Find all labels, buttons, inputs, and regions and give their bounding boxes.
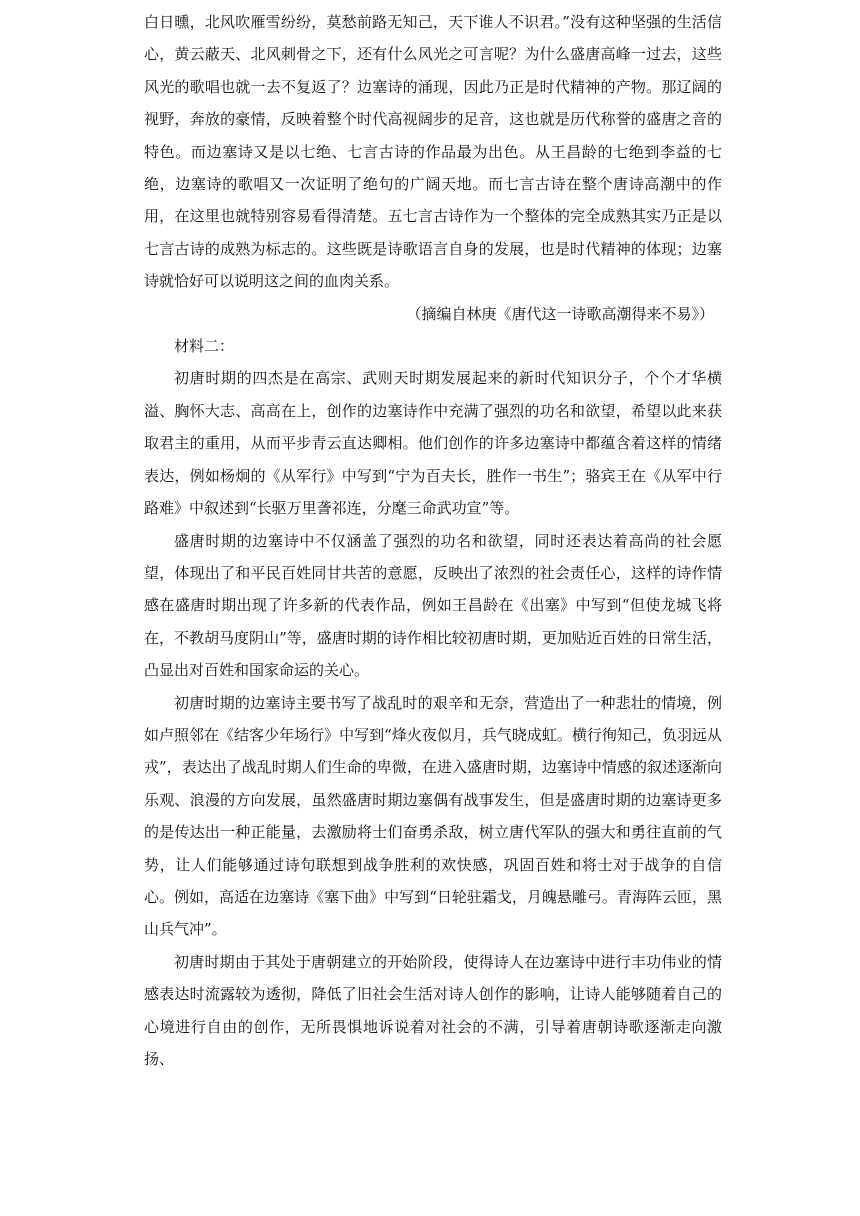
paragraph-early-tang-four-masters: 初唐时期的四杰是在高宗、武则天时期发展起来的新时代知识分子，个个才华横溢、胸怀大志、高高在上，创作的边塞诗作中充满了强烈的功名和欲望，希望以此来获取君主的重用，从而平步青云直达卿相。他们创作的许多边塞诗中都蕴含着这样的情绪表达，例如杨炯的《从军行》中写到“宁为百夫长，胜作一书生”；骆宾王在《从军中行路难》中叙述到“长驱万里詟祁连，分麾三命武功宣”等。 <box>144 369 722 518</box>
material-two-label: 材料二： <box>174 337 235 356</box>
paragraph-high-tang-social-wish: 盛唐时期的边塞诗中不仅涵盖了强烈的功名和欲望，同时还表达着高尚的社会愿望，体现出了和平民百姓同甘共苦的意愿，反映出了浓烈的社会责任心，这样的诗作情感在盛唐时期出现了许多新的代表作品，例如王昌龄在《出塞》中写到“但使龙城飞将在，不教胡马度阴山”等，盛唐时期的诗作相比较初唐时期，更加贴近百姓的日常生活，凸显出对百姓和国家命运的关心。 <box>144 531 722 680</box>
source-citation: （摘编自林庚《唐代这一诗歌高潮得来不易》） <box>406 304 714 323</box>
paragraph-material-one-end: 白日曛，北风吹雁雪纷纷，莫愁前路无知己，天下谁人不识君。”没有这种坚强的生活信心，黄云蔽天、北风刺骨之下，还有什么风光之可言呢？为什么盛唐高峰一过去，这些风光的歌唱也就一去不复返了？边塞诗的涌现，因此乃正是时代精神的产物。那辽阔的视野，奔放的豪情，反映着整个时代高视阔步的足音，这也就是历代称誉的盛唐之音的特色。而边塞诗又是以七绝、七言古诗的作品最为出色。从王昌龄的七绝到李益的七绝，边塞诗的歌唱又一次证明了绝句的广阔天地。而七言古诗在整个唐诗高潮中的作用，在这里也就特别容易看得清楚。五七言古诗作为一个整体的完全成熟其实乃正是以七言古诗的成熟为标志的。这些既是诗歌语言自身的发展，也是时代精神的体现；边塞诗就恰好可以说明这之间的血肉关系。 <box>144 13 722 291</box>
paragraph-early-tang-founding: 初唐时期由于其处于唐朝建立的开始阶段，使得诗人在边塞诗中进行丰功伟业的情感表达时流露较为透彻，降低了旧社会生活对诗人创作的影响，让诗人能够随着自己的心境进行自由的创作，无所畏惧地诉说着对社会的不满，引导着唐朝诗歌逐渐走向激扬、 <box>144 952 722 1068</box>
paragraph-war-emotion: 初唐时期的边塞诗主要书写了战乱时的艰辛和无奈，营造出了一种悲壮的情境，例如卢照邻在《结客少年场行》中写到“烽火夜似月，兵气晓成虹。横行徇知己，负羽远从戎”，表达出了战乱时期人们生命的卑微，在进入盛唐时期，边塞诗中情感的叙述逐渐向乐观、浪漫的方向发展，虽然盛唐时期边塞偶有战事发生，但是盛唐时期的边塞诗更多的是传达出一种正能量，去激励将士们奋勇杀敌，树立唐代军队的强大和勇往直前的气势，让人们能够通过诗句联想到战争胜利的欢快感，巩固百姓和将士对于战争的自信心。例如，高适在边塞诗《塞下曲》中写到“日轮驻霜戈，月魄悬雕弓。青海阵云匝，黑山兵气冲”。 <box>144 693 722 939</box>
document-page <box>144 6 722 1075</box>
